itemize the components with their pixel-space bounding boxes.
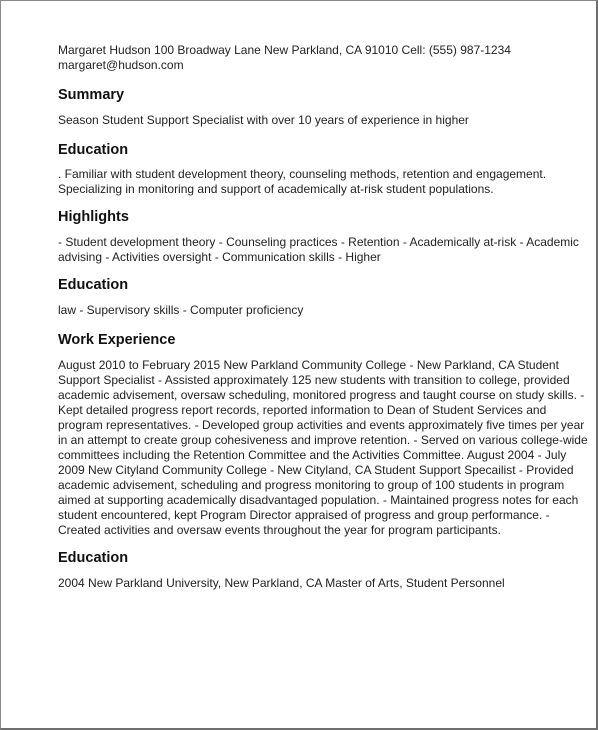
education-heading-2: Education: [58, 277, 129, 293]
contact-email: margaret@hudson.com: [58, 58, 184, 72]
highlights-heading: Highlights: [58, 209, 129, 225]
education-heading-3: Education: [58, 550, 129, 566]
contact-line: Margaret Hudson 100 Broadway Lane New Parkland, CA 91010 Cell: (555) 987-1234: [58, 43, 511, 57]
education-text-3: 2004 New Parkland University, New Parkland, CA Master of Arts, Student Personnel: [58, 576, 505, 590]
summary-heading: Summary: [58, 87, 125, 103]
education-text-1: . Familiar with student development theory, counseling methods, retention and engagement. Specializing in monitoring and support of academically at-risk student populations.: [58, 167, 547, 196]
education-heading-1: Education: [58, 142, 129, 158]
summary-text: Season Student Support Specialist with over 10 years of experience in higher: [58, 113, 469, 127]
work-experience-text: August 2010 to February 2015 New Parkland Community College - New Parkland, CA Student Support Specialist - Assisted approximately 125 new students with transition to college, provided academic advisement, oversaw scheduling, monitored progress and taught course on study skills. - Kept detailed progress report records, reported information to Dean of Student Services and program representatives. - Developed group activities and events approximately five times per year in an attempt to create group cohesiveness and improve retention. - Served on various college-wide committees including the Retention Committee and the Activities Committee. August 2004 - July 2009 New Cityland Community College - New Cityland, CA Student Support Specailist - Provided academic advisement, scheduling and progress monitoring to group of 100 students in program aimed at supporting academically disadvantaged population. - Maintained progress notes for each student encountered, kept Program Director appraised of progress and group performance. - Created activities and oversaw events throughout the year for program participants.: [58, 358, 588, 537]
work-experience-heading: Work Experience: [58, 332, 176, 348]
education-text-2: law - Supervisory skills - Computer proficiency: [58, 303, 304, 317]
highlights-text: - Student development theory - Counseling practices - Retention - Academically at-risk - Academic advising - Activities oversight - Communication skills - Higher: [58, 235, 579, 264]
